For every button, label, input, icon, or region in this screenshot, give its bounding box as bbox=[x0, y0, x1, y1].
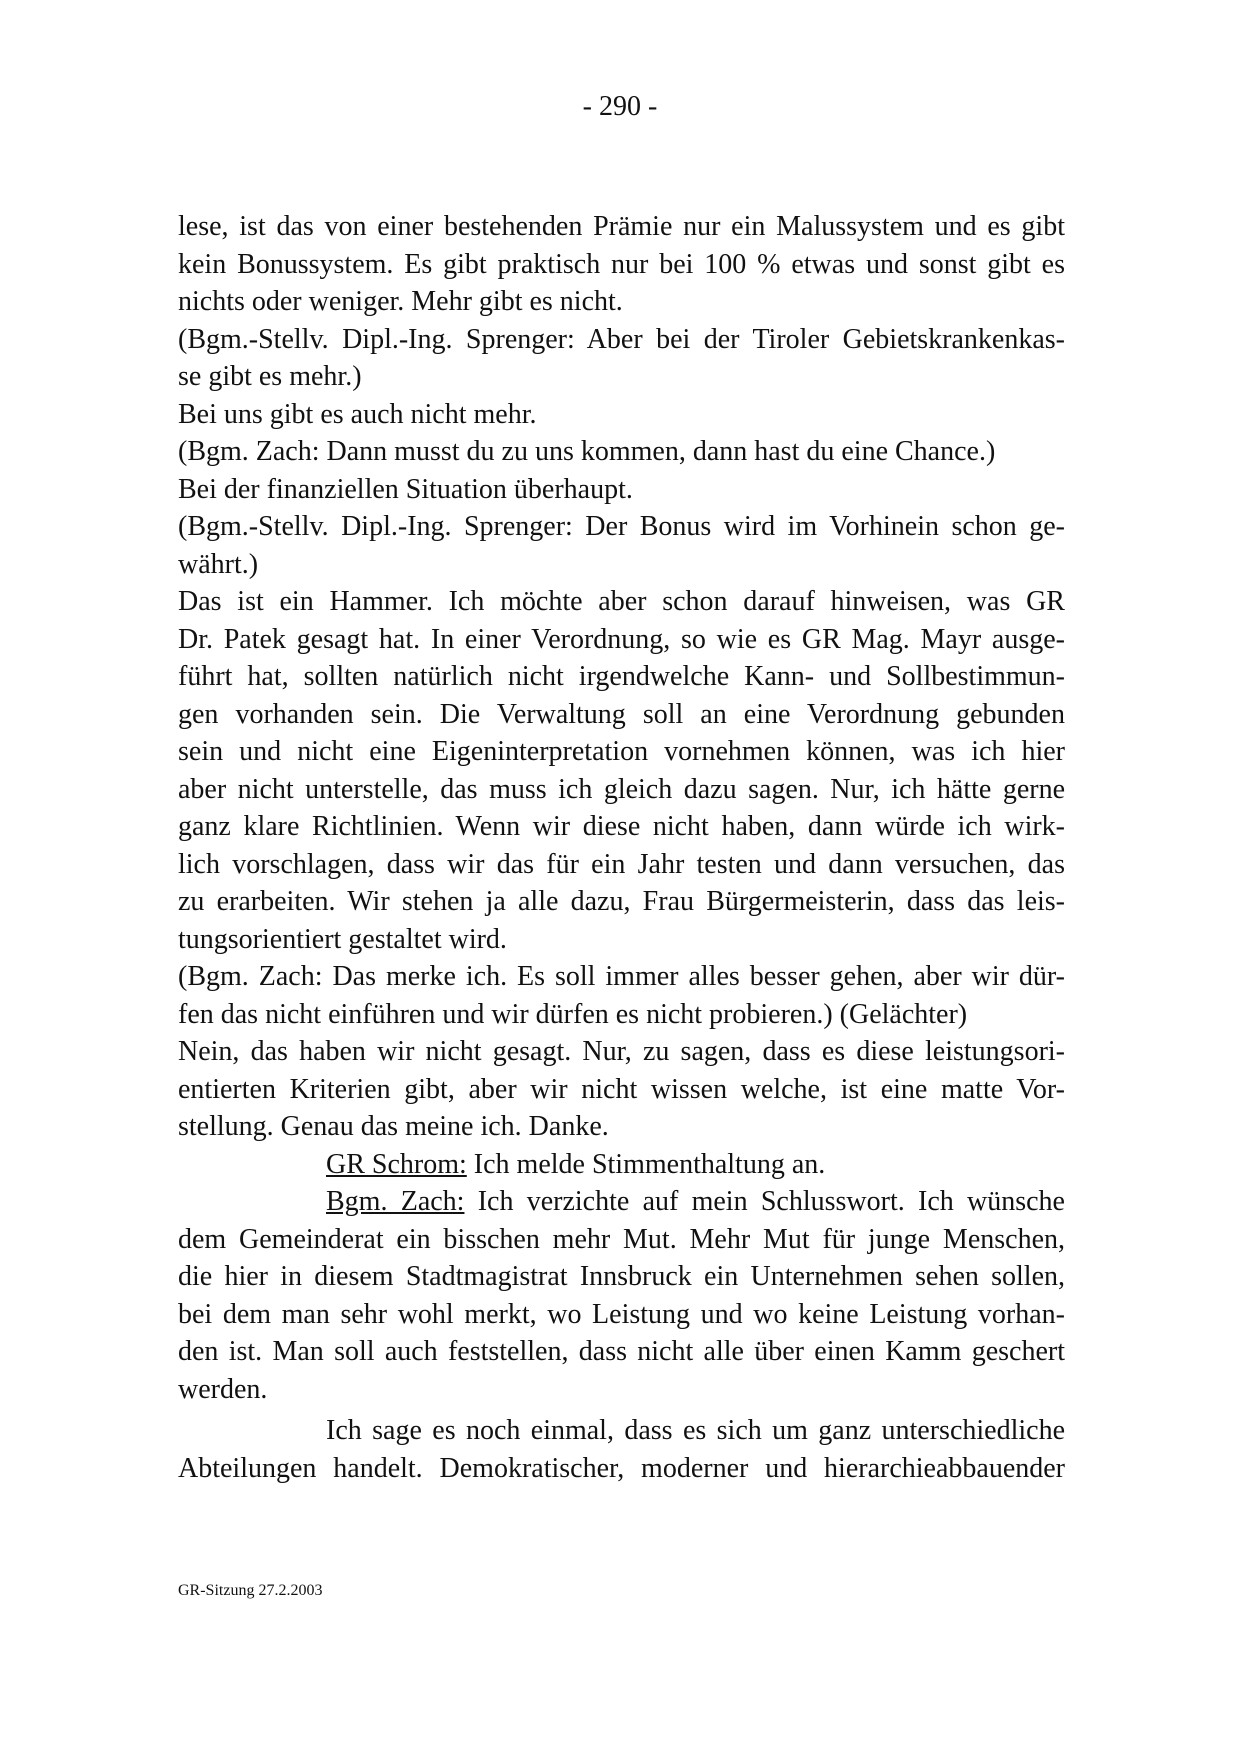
text-line: lich vorschlagen, dass wir das für ein Jahr testen und dann versuchen, das bbox=[178, 848, 1065, 880]
text-line: lese, ist das von einer bestehenden Prämie nur ein Malussystem und es gibt bbox=[178, 211, 1065, 242]
text-line: aber nicht unterstelle, das muss ich gleich dazu sagen. Nur, ich hätte gerne bbox=[178, 773, 1065, 805]
text-line: (Bgm.-Stellv. Dipl.-Ing. Sprenger: Aber bei der Tiroler Gebietskrankenkas- bbox=[178, 323, 1065, 355]
text-line: zu erarbeiten. Wir stehen ja alle dazu, Frau Bürgermeisterin, dass das leis- bbox=[178, 886, 1065, 917]
text-line: (Bgm.-Stellv. Dipl.-Ing. Sprenger: Der Bonus wird im Vorhinein schon ge- bbox=[178, 511, 1065, 542]
text-line: nichts oder weniger. Mehr gibt es nicht. bbox=[178, 286, 623, 317]
text-line: Das ist ein Hammer. Ich möchte aber schon darauf hinweisen, was GR bbox=[178, 586, 1065, 617]
statement-text: Ich verzichte auf mein Schlusswort. Ich wünsche bbox=[464, 1186, 1065, 1217]
text-line: dem Gemeinderat ein bisschen mehr Mut. Mehr Mut für junge Menschen, bbox=[178, 1223, 1065, 1255]
paragraph-first-line: Ich sage es noch einmal, dass es sich um ganz unterschiedliche bbox=[326, 1415, 1065, 1446]
statement-text: Ich melde Stimmenthaltung an. bbox=[466, 1148, 826, 1180]
text-line: Bei uns gibt es auch nicht mehr. bbox=[178, 398, 537, 430]
text-line: fen das nicht einführen und wir dürfen es nicht probieren.) (Gelächter) bbox=[178, 998, 968, 1030]
statement-zach-first-line bbox=[178, 1183, 1065, 1221]
paragraph-second-line: Abteilungen handelt. Demokratischer, moderner und hierarchieabbauender bbox=[178, 1452, 1065, 1484]
text-line: währt.) bbox=[178, 548, 259, 580]
text-line: entierten Kriterien gibt, aber wir nicht wissen welche, ist eine matte Vor- bbox=[178, 1073, 1065, 1105]
text-line: stellung. Genau das meine ich. Danke. bbox=[178, 1111, 609, 1142]
text-line: se gibt es mehr.) bbox=[178, 361, 362, 392]
text-line: (Bgm. Zach: Das merke ich. Es soll immer alles besser gehen, aber wir dür- bbox=[178, 961, 1065, 992]
text-line: Dr. Patek gesagt hat. In einer Verordnung, so wie es GR Mag. Mayr ausge- bbox=[178, 623, 1065, 655]
footer: GR-Sitzung 27.2.2003 bbox=[178, 1582, 323, 1599]
body-text bbox=[178, 208, 1065, 1487]
speaker-label: GR Schrom: bbox=[326, 1148, 467, 1180]
text-line: Bei der finanziellen Situation überhaupt. bbox=[178, 473, 633, 505]
text-line: tungsorientiert gestaltet wird. bbox=[178, 923, 507, 955]
statement-zach-lines bbox=[178, 1221, 1065, 1409]
text-line: den ist. Man soll auch feststellen, dass nicht alle über einen Kamm geschert bbox=[178, 1336, 1065, 1367]
text-line: sein und nicht eine Eigeninterpretation vornehmen können, was ich hier bbox=[178, 736, 1065, 767]
text-line: Nein, das haben wir nicht gesagt. Nur, zu sagen, dass es diese leistungsori- bbox=[178, 1036, 1065, 1067]
text-line: ganz klare Richtlinien. Wenn wir diese nicht haben, dann würde ich wirk- bbox=[178, 811, 1065, 842]
page-number: - 290 - bbox=[582, 91, 658, 122]
statement-schrom bbox=[178, 1146, 1065, 1184]
text-line: die hier in diesem Stadtmagistrat Innsbruck ein Unternehmen sehen sollen, bbox=[178, 1261, 1065, 1292]
text-line: (Bgm. Zach: Dann musst du zu uns kommen, dann hast du eine Chance.) bbox=[178, 436, 996, 467]
text-line: kein Bonussystem. Es gibt praktisch nur bei 100 % etwas und sonst gibt es bbox=[178, 248, 1065, 280]
speaker-label: Bgm. Zach: bbox=[326, 1186, 465, 1217]
transcript-lines bbox=[178, 208, 1065, 1146]
text-line: führt hat, sollten natürlich nicht irgendwelche Kann- und Sollbestimmun- bbox=[178, 661, 1065, 692]
text-line: gen vorhanden sein. Die Verwaltung soll an eine Verordnung gebunden bbox=[178, 698, 1065, 730]
text-line: bei dem man sehr wohl merkt, wo Leistung und wo keine Leistung vorhan- bbox=[178, 1298, 1065, 1330]
text-line: werden. bbox=[178, 1373, 268, 1405]
